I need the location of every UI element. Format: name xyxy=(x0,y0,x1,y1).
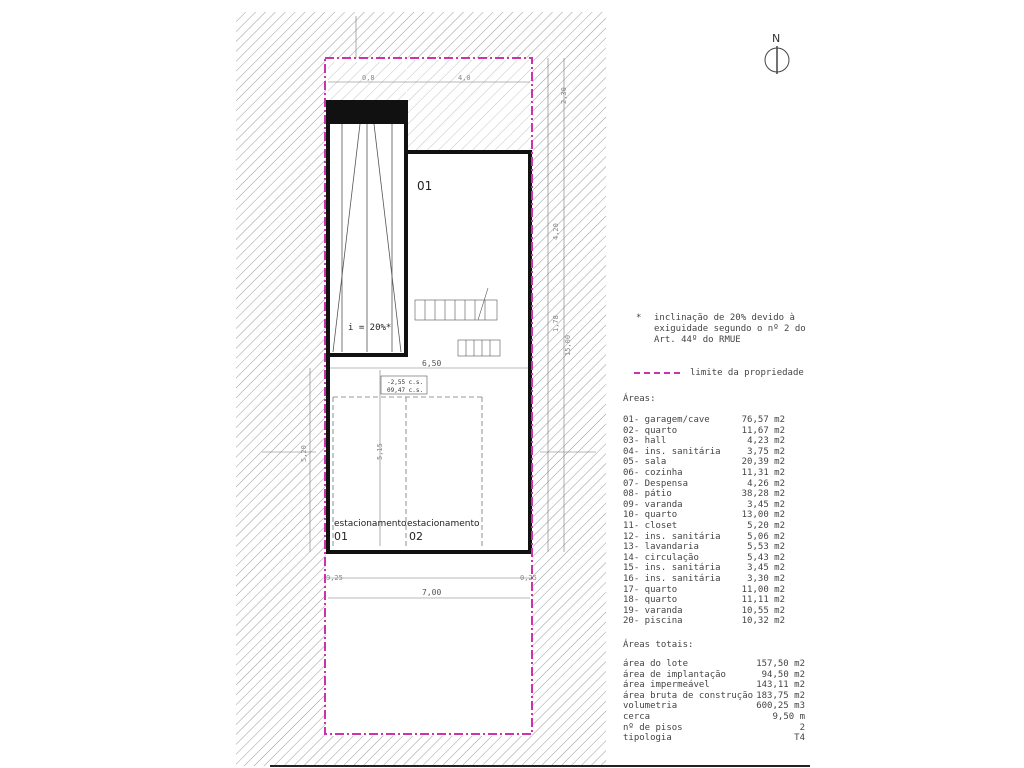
area-row-value: 4,23 m2 xyxy=(747,436,785,447)
area-row-value: 5,06 m2 xyxy=(747,531,785,542)
area-row-value: 10,55 m2 xyxy=(741,605,785,616)
area-row xyxy=(623,479,813,490)
area-row-value: 94,50 m2 xyxy=(761,669,805,680)
area-row-value: 3,45 m2 xyxy=(747,499,785,510)
area-row-value: 600,25 m3 xyxy=(756,701,805,712)
area-row-label: 15- ins. sanitária xyxy=(623,563,721,574)
dimension-700: 7,00 xyxy=(422,588,442,597)
area-row xyxy=(623,457,813,468)
totals-title: Áreas totais: xyxy=(623,640,694,650)
area-row-label: 10- quarto xyxy=(623,510,678,521)
area-row xyxy=(623,468,813,479)
area-row-label: tipologia xyxy=(623,733,672,744)
area-row-value: 10,32 m2 xyxy=(741,616,785,627)
area-row xyxy=(623,426,813,437)
area-row xyxy=(623,415,813,426)
wall-block-top xyxy=(328,102,406,124)
area-row-label: 19- varanda xyxy=(623,605,683,616)
area-row-label: 03- hall xyxy=(623,436,667,447)
area-row xyxy=(623,574,813,585)
area-row-label: área impermeável xyxy=(623,680,710,691)
svg-text:0,25: 0,25 xyxy=(520,574,537,582)
area-row xyxy=(623,542,813,553)
area-row xyxy=(623,447,813,458)
note-line: exiguidade segundo o nº 2 do xyxy=(654,324,806,334)
area-row-value: 143,11 m2 xyxy=(756,680,805,691)
parking-number-2: 02 xyxy=(409,530,423,543)
area-row-label: 11- closet xyxy=(623,520,678,531)
area-row xyxy=(623,606,813,617)
area-row-value: T4 xyxy=(794,733,805,744)
north-arrow-icon xyxy=(765,46,789,74)
level-marker-b: 09,47 c.s. xyxy=(387,387,424,394)
area-row-label: 18- quarto xyxy=(623,595,678,606)
area-row-value: 13,00 m2 xyxy=(741,510,785,521)
note-line: Art. 44º do RMUE xyxy=(654,335,741,345)
area-row-label: cerca xyxy=(623,711,651,722)
area-row xyxy=(623,510,813,521)
area-row xyxy=(623,553,813,564)
parking-number-1: 01 xyxy=(334,530,348,543)
area-row-label: área do lote xyxy=(623,659,689,669)
area-row-label: 16- ins. sanitária xyxy=(623,573,721,584)
limit-label: limite da propriedade xyxy=(690,368,804,378)
area-row xyxy=(623,521,813,532)
area-row-value: 20,39 m2 xyxy=(741,457,785,468)
area-row xyxy=(623,532,813,543)
room-label-01: 01 xyxy=(417,179,433,193)
svg-text:4,0: 4,0 xyxy=(458,74,471,82)
ramp-note xyxy=(636,313,816,346)
area-row-label: 09- varanda xyxy=(623,499,683,510)
area-row-value: 11,11 m2 xyxy=(741,595,785,606)
area-row xyxy=(623,500,813,511)
parking-label-2: estacionamento xyxy=(407,519,480,529)
area-row-label: 05- sala xyxy=(623,457,667,468)
area-row-label: 07- Despensa xyxy=(623,478,689,489)
area-row-value: 3,75 m2 xyxy=(747,446,785,457)
area-row-label: 12- ins. sanitária xyxy=(623,531,721,542)
area-row-value: 11,00 m2 xyxy=(741,584,785,595)
area-row xyxy=(623,691,813,702)
areas-title: Áreas: xyxy=(623,394,656,404)
note-star: * xyxy=(636,313,642,323)
svg-text:5,20: 5,20 xyxy=(300,445,308,462)
area-row-label: 13- lavandaria xyxy=(623,542,699,553)
level-marker-a: -2,55 c.s. xyxy=(387,379,424,386)
area-row-label: 01- garagem/cave xyxy=(623,415,710,425)
area-row-label: 02- quarto xyxy=(623,425,678,436)
area-row xyxy=(623,595,813,606)
area-row-label: 17- quarto xyxy=(623,584,678,595)
area-row-value: 9,50 m xyxy=(772,711,805,722)
area-row xyxy=(623,670,813,681)
area-row-label: nº de pisos xyxy=(623,722,683,733)
area-row xyxy=(623,616,813,627)
area-row-value: 3,30 m2 xyxy=(747,573,785,584)
svg-text:0,8: 0,8 xyxy=(362,74,375,82)
area-row xyxy=(623,585,813,596)
areas-list xyxy=(623,415,813,627)
area-row-value: 11,31 m2 xyxy=(741,467,785,478)
area-row xyxy=(623,680,813,691)
area-row xyxy=(623,733,813,744)
svg-text:2,30: 2,30 xyxy=(560,87,568,104)
area-row xyxy=(623,489,813,500)
area-row-label: 20- piscina xyxy=(623,616,683,627)
area-row-value: 5,43 m2 xyxy=(747,552,785,563)
north-label: N xyxy=(772,32,781,45)
area-row-value: 2 xyxy=(799,722,805,733)
limit-line-icon xyxy=(634,372,680,374)
area-row-value: 5,20 m2 xyxy=(747,520,785,531)
area-row-label: área de implantação xyxy=(623,669,726,680)
area-row-label: 04- ins. sanitária xyxy=(623,446,721,457)
totals-list xyxy=(623,659,813,744)
dimension-650: 6,50 xyxy=(422,359,442,368)
area-row-label: volumetria xyxy=(623,701,678,712)
area-row xyxy=(623,436,813,447)
area-row xyxy=(623,659,813,670)
area-row-label: 14- circulação xyxy=(623,552,699,563)
area-row-value: 11,67 m2 xyxy=(741,425,785,436)
note-line: inclinação de 20% devido à xyxy=(654,313,795,323)
area-row-value: 38,28 m2 xyxy=(741,489,785,500)
ramp-label: i = 20%* xyxy=(348,323,392,333)
svg-text:15,00: 15,00 xyxy=(564,334,572,356)
area-row xyxy=(623,701,813,712)
svg-text:5,15: 5,15 xyxy=(376,443,384,460)
area-row-label: 06- cozinha xyxy=(623,467,683,478)
parking-label-1: estacionamento xyxy=(334,519,407,529)
area-row-label: área bruta de construção xyxy=(623,690,754,701)
svg-text:0,25: 0,25 xyxy=(326,574,343,582)
area-row-value: 183,75 m2 xyxy=(756,690,805,701)
svg-text:4,20: 4,20 xyxy=(552,223,560,240)
area-row xyxy=(623,563,813,574)
property-limit-legend xyxy=(634,368,804,378)
area-row xyxy=(623,712,813,723)
svg-text:1,78: 1,78 xyxy=(552,315,560,332)
area-row-value: 3,45 m2 xyxy=(747,563,785,574)
area-row-value: 4,26 m2 xyxy=(747,478,785,489)
area-row-label: 08- pátio xyxy=(623,489,672,500)
area-row-value: 157,50 m2 xyxy=(756,659,805,669)
area-row-value: 76,57 m2 xyxy=(741,415,785,425)
area-row xyxy=(623,723,813,734)
area-row-value: 5,53 m2 xyxy=(747,542,785,553)
